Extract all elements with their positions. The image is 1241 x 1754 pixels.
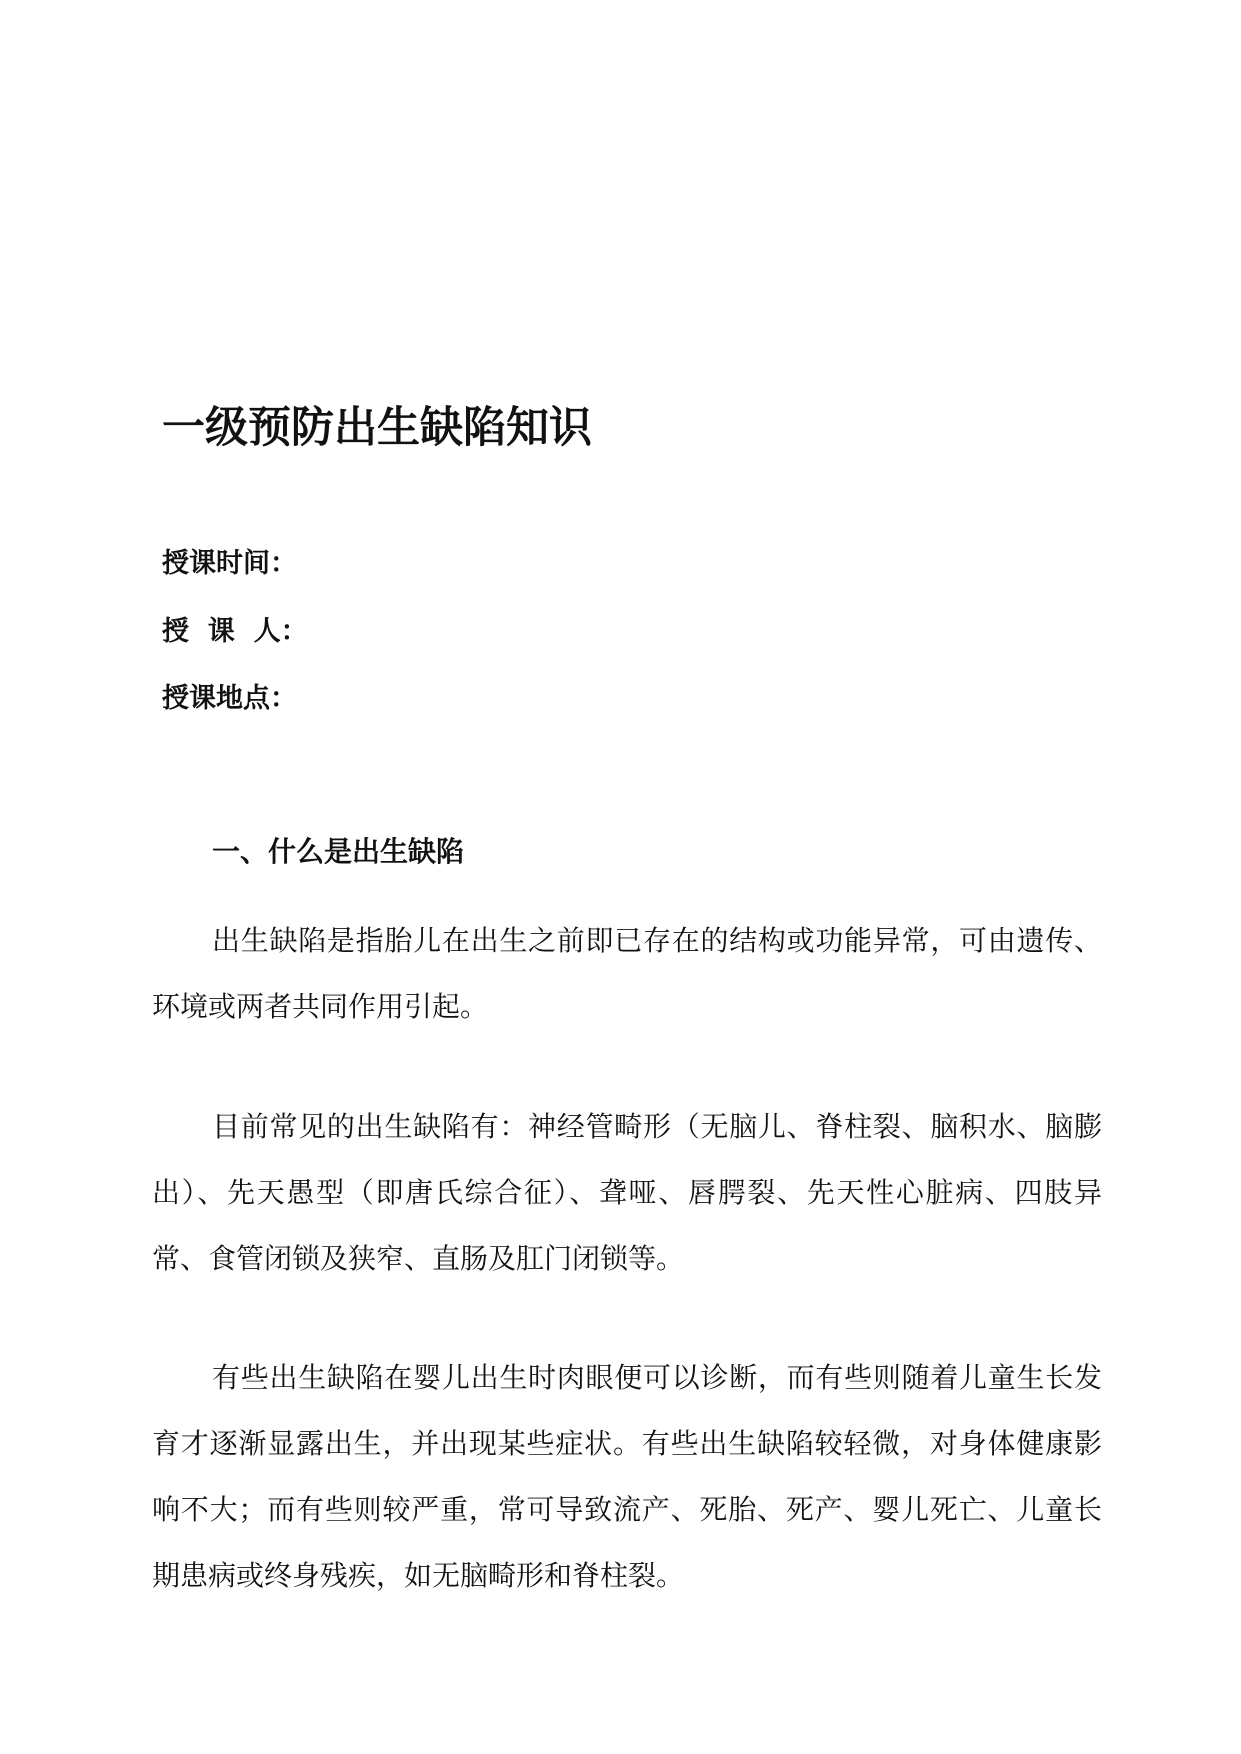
lecture-location-label: 授课地点： xyxy=(162,683,297,714)
section-heading: 一、什么是出生缺陷 xyxy=(212,835,465,868)
paragraph-common-defects: 目前常见的出生缺陷有：神经管畸形（无脑儿、脊柱裂、脑积水、脑膨出）、先天愚型（即唐氏综合征）、聋哑、唇腭裂、先天性心脏病、四肢异常、食管闭锁及狭窄、直肠及肛门闭锁等。 xyxy=(152,1110,1102,1275)
page-title: 一级预防出生缺陷知识 xyxy=(162,403,592,453)
lecturer-label: 授 课 人： xyxy=(162,616,308,647)
paragraph-definition: 出生缺陷是指胎儿在出生之前即已存在的结构或功能异常，可由遗传、环境或两者共同作用引起。 xyxy=(152,924,1102,1023)
paragraph-severity: 有些出生缺陷在婴儿出生时肉眼便可以诊断，而有些则随着儿童生长发育才逐渐显露出生，并出现某些症状。有些出生缺陷较轻微，对身体健康影响不大；而有些则较严重，常可导致流产、死胎、死产、婴儿死亡、儿童长期患病或终身残疾，如无脑畸形和脊柱裂。 xyxy=(152,1361,1102,1592)
lecture-time-label: 授课时间： xyxy=(162,548,297,579)
